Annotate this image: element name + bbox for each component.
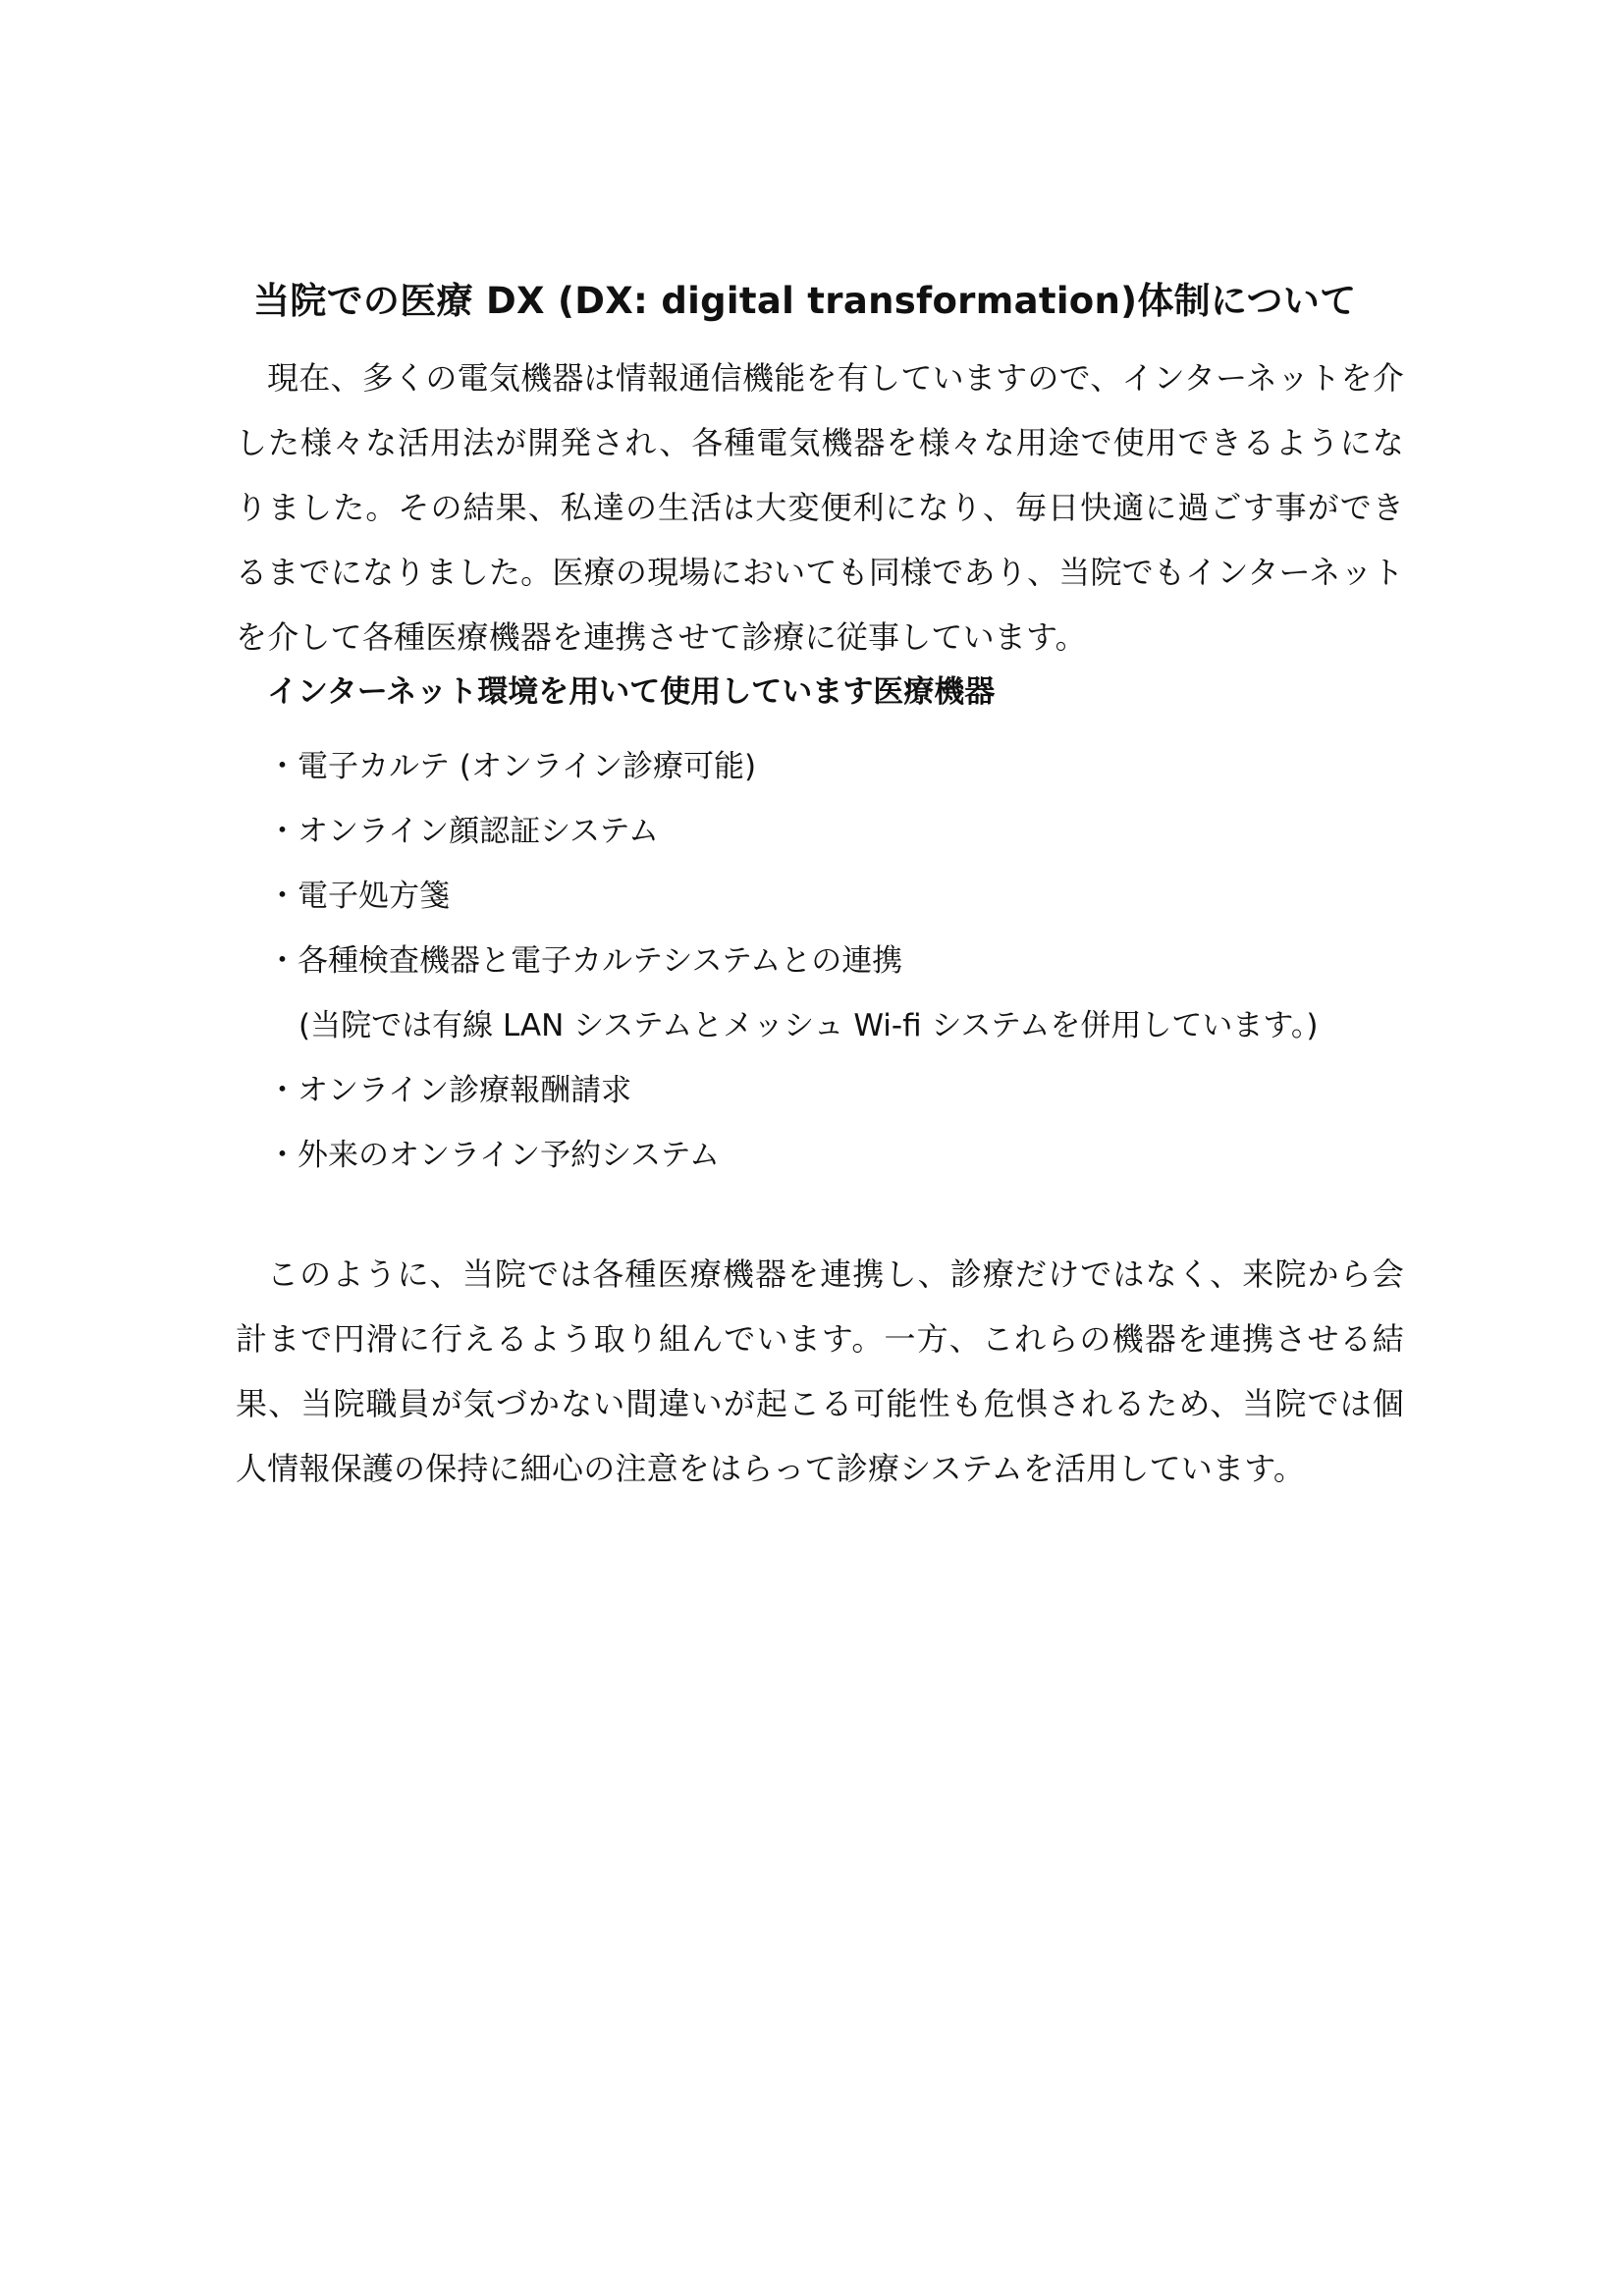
device-item-ehr: ・電子カルテ (オンライン診療可能): [267, 749, 757, 784]
intro-paragraph: 現在、多くの電気機器は情報通信機能を有していますので、インターネットを介した様々な活用法が開発され、各種電気機器を様々な用途で使用できるようになりました。その結果、私達の生活は大変便利になり、毎日快適に過ごす事ができるまでになりました。医療の現場においても同様であり、当院でもインターネットを介して各種医療機器を連携させて診療に従事しています。: [236, 359, 1404, 656]
device-item-online-booking: ・外来のオンライン予約システム: [267, 1138, 720, 1173]
device-item-e-prescription: ・電子処方箋: [267, 879, 450, 914]
device-item-exam-integration: ・各種検査機器と電子カルテシステムとの連携: [267, 943, 903, 979]
device-item-face-auth: ・オンライン顔認証システム: [267, 814, 659, 849]
device-item-online-billing: ・オンライン診療報酬請求: [267, 1073, 632, 1108]
devices-list: [267, 734, 1426, 1188]
device-network-note: (当院では有線 LAN システムとメッシュ Wi-fi システムを併用しています。): [298, 1008, 1319, 1043]
document-title: 当院での医療 DX (DX: digital transformation)体制について: [253, 280, 1357, 322]
closing-paragraph: このように、当院では各種医療機器を連携し、診療だけではなく、来院から会計まで円滑に行えるよう取り組んでいます。一方、これらの機器を連携させる結果、当院職員が気づかない間違いが起こる可能性も危惧されるため、当院では個人情報保護の保持に細心の注意をはらって診療システムを活用しています。: [236, 1255, 1404, 1487]
devices-heading: インターネット環境を用いて使用しています医療機器: [267, 674, 996, 710]
